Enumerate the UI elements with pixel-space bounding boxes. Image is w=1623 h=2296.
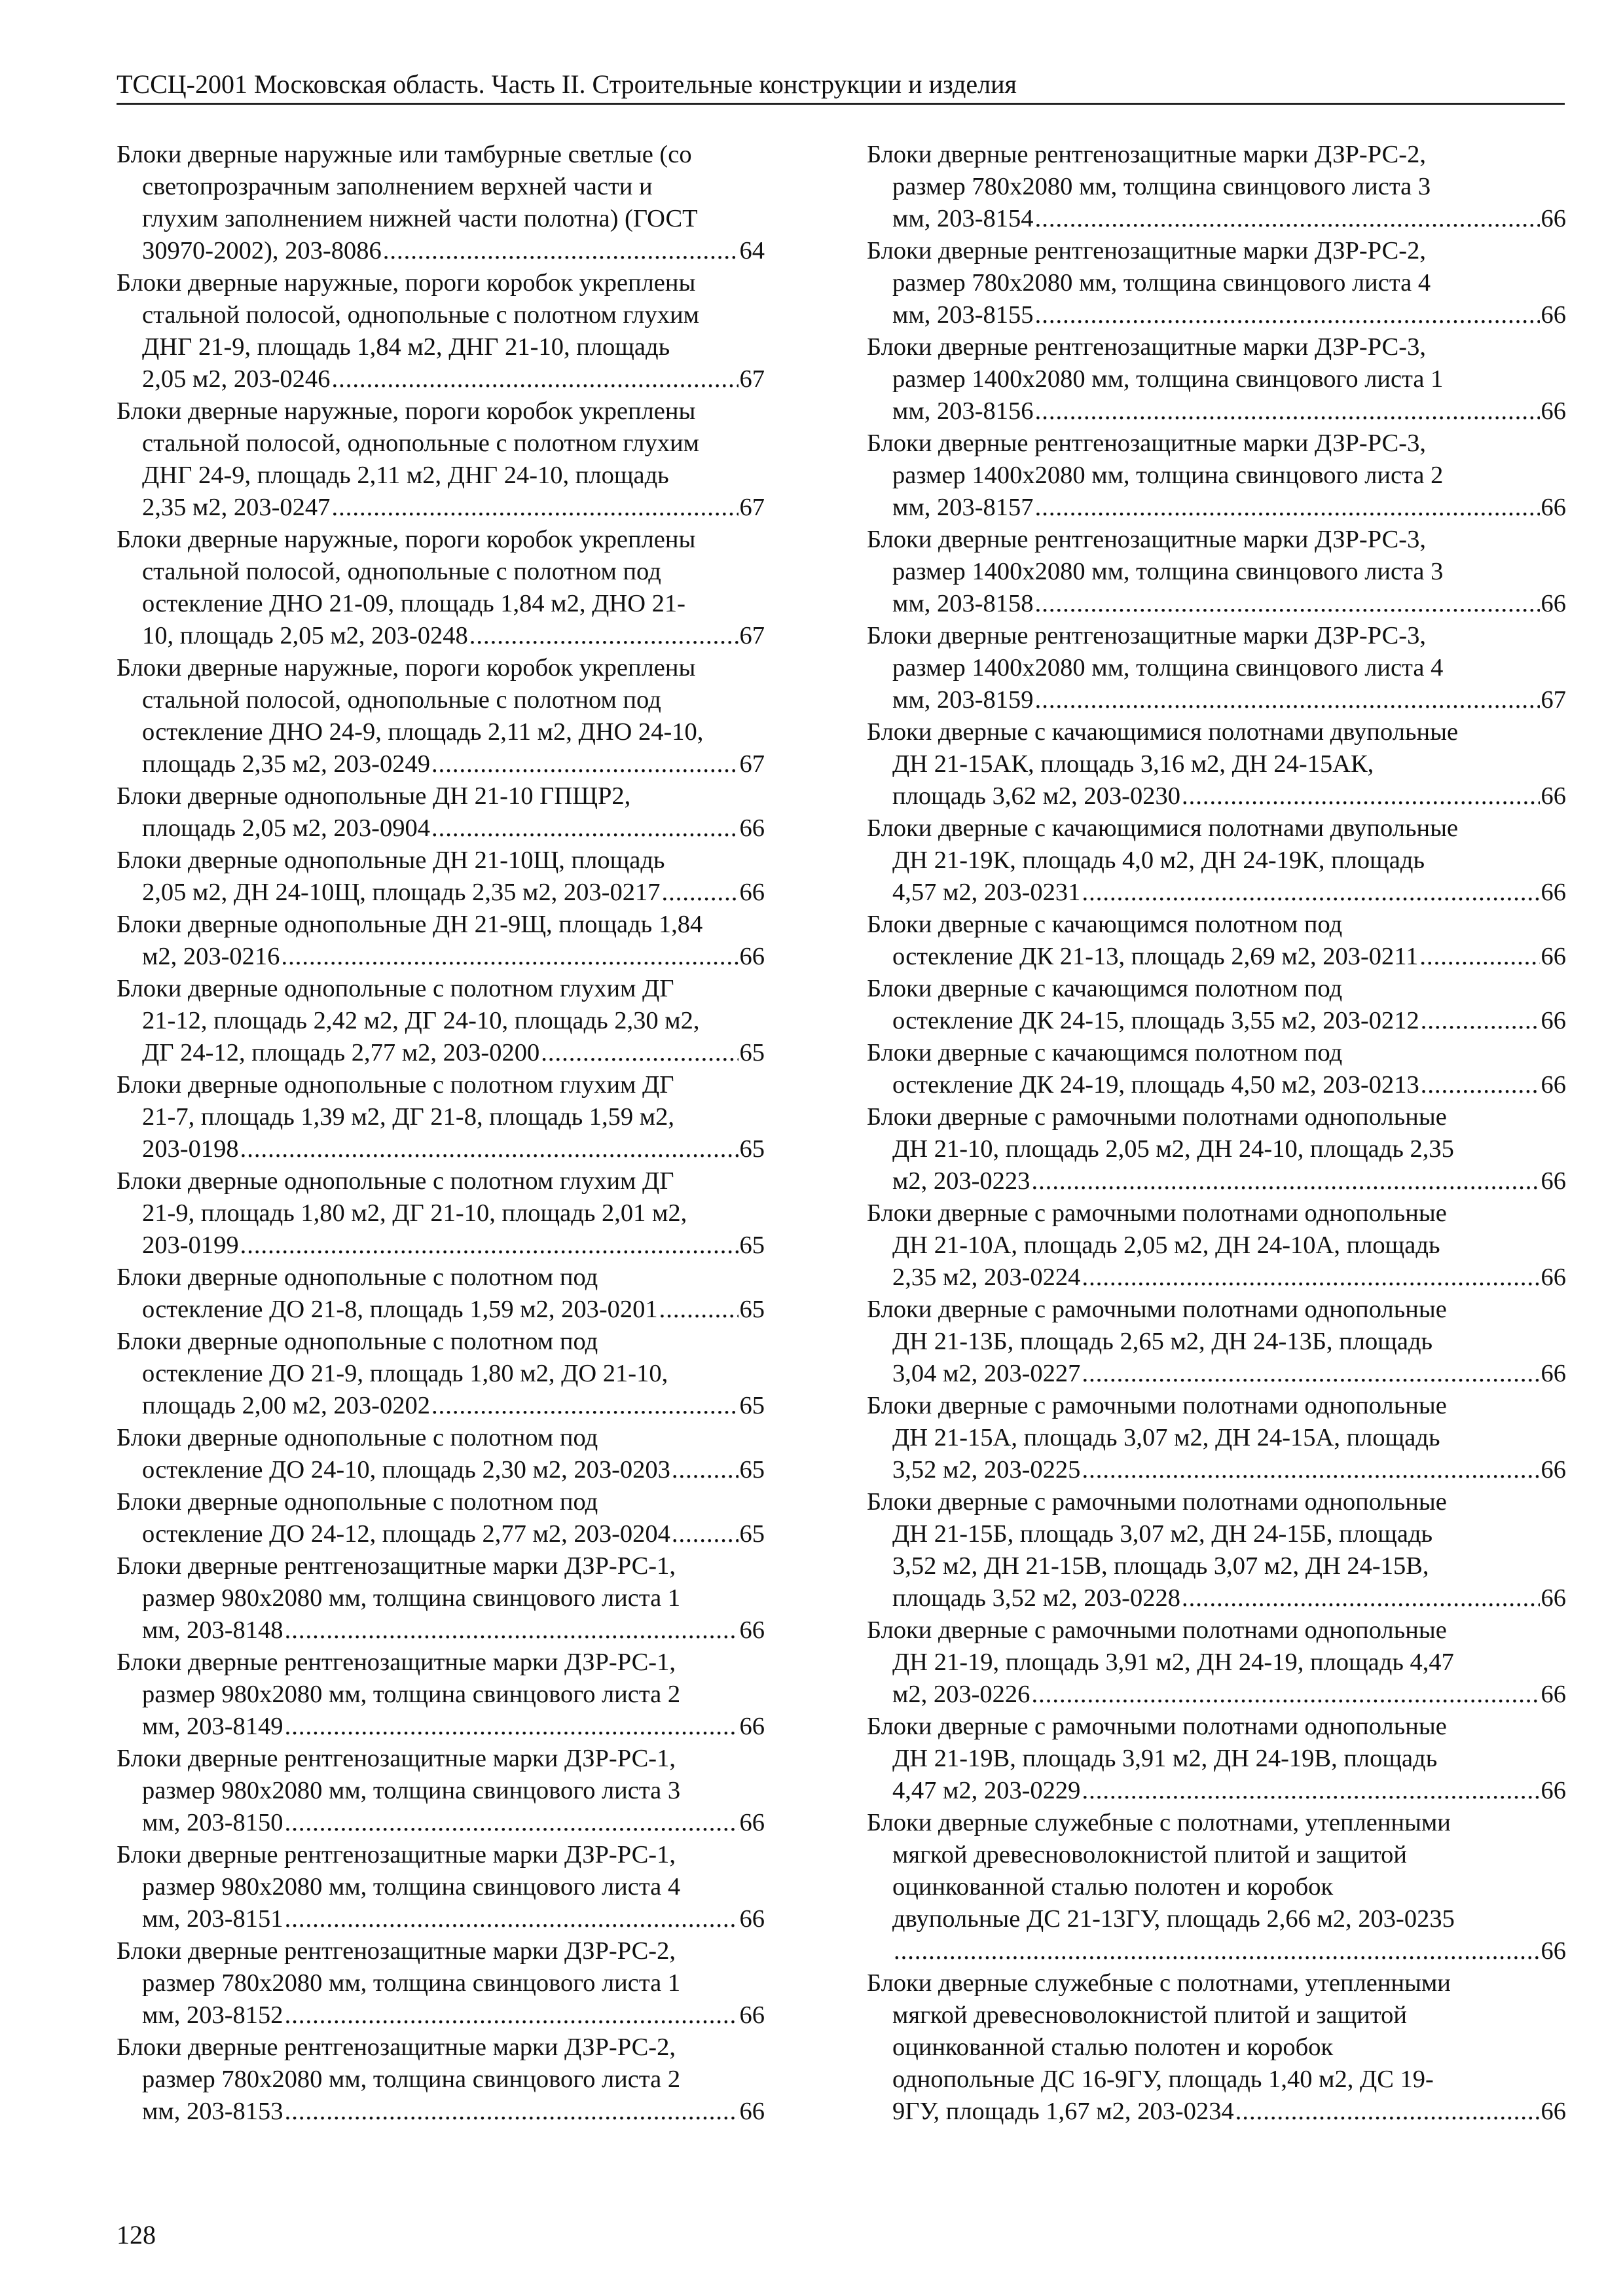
index-entry-line: мягкой древесноволокнистой плитой и защитой (892, 2001, 1408, 2029)
index-entry (867, 1807, 1566, 1967)
index-entry-page: 66 (739, 1809, 765, 1836)
index-entry-page: 66 (739, 1713, 765, 1740)
dot-leader (285, 1711, 739, 1743)
index-entry-line: Блоки дверные с качающимися полотнами двупольные (867, 814, 1459, 842)
index-entry (867, 909, 1566, 973)
index-entry-tail (142, 812, 765, 845)
index-entry-line: оцинкованной сталью полотен и коробок (892, 2033, 1334, 2061)
index-entry (867, 1197, 1566, 1294)
dot-leader (1035, 203, 1540, 235)
index-entry (117, 652, 765, 780)
index-entry-last-line: 2,35 м2, 203-0224 (892, 1264, 1081, 1291)
index-entry (867, 1967, 1566, 2128)
dot-leader (1182, 1582, 1539, 1614)
index-entry-tail (142, 1390, 765, 1422)
index-entry-tail (142, 1037, 765, 1069)
index-entry-page: 65 (739, 1135, 765, 1163)
index-entry-line: однопольные ДС 16-9ГУ, площадь 1,40 м2, ДС 19- (892, 2066, 1434, 2093)
page-number: 128 (117, 2220, 156, 2250)
index-entry-tail (892, 492, 1566, 524)
index-entry-line: Блоки дверные наружные, пороги коробок укреплены (117, 526, 696, 553)
index-entry-line: глухим заполнением нижней части полотна) (ГОСТ (142, 205, 698, 232)
dot-leader (1082, 877, 1539, 909)
index-entry (117, 1647, 765, 1743)
index-entry-line: двупольные ДС 21-13ГУ, площадь 2,66 м2, 203-0235 (892, 1905, 1455, 1933)
index-entry-last-line: остекление ДО 21-8, площадь 1,59 м2, 203-0201 (142, 1296, 658, 1323)
dot-leader (1035, 395, 1540, 428)
index-entry-last-line: 10, площадь 2,05 м2, 203-0248 (142, 622, 468, 649)
index-entry-line: Блоки дверные рентгенозащитные марки ДЗР-РС-3, (867, 429, 1426, 457)
index-entry-last-line: 9ГУ, площадь 1,67 м2, 203-0234 (892, 2098, 1234, 2125)
index-entry-tail (142, 1230, 765, 1262)
index-entry-line: ДН 21-10, площадь 2,05 м2, ДН 24-10, площадь 2,35 (892, 1135, 1454, 1163)
index-entry-line: 21-7, площадь 1,39 м2, ДГ 21-8, площадь 1,59 м2, (142, 1103, 675, 1131)
index-entry-last-line: мм, 203-8153 (142, 2098, 283, 2125)
index-entry-line: размер 780х2080 мм, толщина свинцового листа 3 (892, 173, 1431, 200)
index-entry-last-line: мм, 203-8154 (892, 205, 1034, 232)
index-entry (117, 845, 765, 909)
dot-leader (281, 941, 738, 973)
index-entry-line: Блоки дверные рентгенозащитные марки ДЗР-РС-1, (117, 1745, 676, 1772)
index-entry-page: 66 (1541, 879, 1566, 906)
index-entry-page: 67 (1541, 686, 1566, 714)
index-entry-page: 66 (739, 1905, 765, 1933)
index-entry-line: Блоки дверные служебные с полотнами, утепленными (867, 1809, 1451, 1836)
index-entry-line: Блоки дверные однопольные с полотном глухим ДГ (117, 975, 674, 1002)
dot-leader (285, 1807, 739, 1839)
index-entry (117, 267, 765, 395)
index-entry-page: 67 (739, 494, 765, 521)
index-entry-page: 66 (1541, 1777, 1566, 1804)
index-entry-line: размер 980х2080 мм, толщина свинцового листа 3 (142, 1777, 681, 1804)
index-entry-tail (892, 1775, 1566, 1807)
index-entry-page: 66 (1541, 590, 1566, 617)
index-entry-tail (142, 1807, 765, 1839)
index-entry-tail (892, 588, 1566, 620)
dot-leader (1031, 1165, 1539, 1197)
index-entry-last-line: площадь 2,35 м2, 203-0249 (142, 750, 431, 778)
index-entry-line: Блоки дверные служебные с полотнами, утепленными (867, 1969, 1451, 1997)
index-entry-line: ДН 21-15Б, площадь 3,07 м2, ДН 24-15Б, площадь (892, 1520, 1433, 1548)
index-entry (867, 428, 1566, 524)
index-entry (867, 1037, 1566, 1101)
index-entry-page: 67 (739, 365, 765, 393)
index-entry-page: 66 (739, 1616, 765, 1644)
index-entry (867, 1294, 1566, 1390)
index-entry-page: 66 (1541, 1264, 1566, 1291)
index-entry-line: Блоки дверные рентгенозащитные марки ДЗР-РС-1, (117, 1841, 676, 1868)
index-entry-last-line: мм, 203-8151 (142, 1905, 283, 1933)
dot-leader (1082, 1262, 1539, 1294)
index-entry-page: 66 (1541, 1937, 1566, 1965)
index-entry-last-line: 3,52 м2, 203-0225 (892, 1456, 1081, 1484)
index-entry-tail (142, 1999, 765, 2032)
dot-leader (894, 1935, 1540, 1967)
index-entry-line: размер 1400х2080 мм, толщина свинцового листа 2 (892, 462, 1444, 489)
index-entry-line: Блоки дверные однопольные ДН 21-10Щ, площадь (117, 847, 665, 874)
index-entry-tail (892, 780, 1566, 812)
index-entry (867, 1711, 1566, 1807)
index-entry-tail (142, 235, 765, 267)
dot-leader (383, 235, 739, 267)
index-entry (117, 524, 765, 652)
index-entry-tail (142, 1903, 765, 1935)
dot-leader (431, 812, 738, 845)
index-entry-tail (142, 492, 765, 524)
dot-leader (431, 1390, 738, 1422)
dot-leader (240, 1133, 739, 1165)
index-entry-line: ДНГ 21-9, площадь 1,84 м2, ДНГ 21-10, площадь (142, 333, 670, 361)
index-entry-line: Блоки дверные с рамочными полотнами однопольные (867, 1616, 1447, 1644)
dot-leader (1035, 588, 1540, 620)
dot-leader (1082, 1454, 1539, 1486)
index-entry (867, 716, 1566, 812)
index-entry-last-line: остекление ДО 24-12, площадь 2,77 м2, 203-0204 (142, 1520, 670, 1548)
dot-leader (431, 748, 738, 780)
index-entry-tail (892, 1165, 1566, 1197)
index-entry-line: стальной полосой, однопольные с полотном под (142, 558, 661, 585)
index-entry-last-line: мм, 203-8159 (892, 686, 1034, 714)
index-entry-page: 66 (1541, 1456, 1566, 1484)
index-entry-last-line: мм, 203-8150 (142, 1809, 283, 1836)
index-entry-page: 66 (1541, 1071, 1566, 1099)
dot-leader (469, 620, 739, 652)
index-entry (117, 1743, 765, 1839)
index-entry-page: 65 (739, 1231, 765, 1259)
index-entry-page: 66 (739, 2098, 765, 2125)
index-entry (867, 235, 1566, 331)
index-entry-line: Блоки дверные рентгенозащитные марки ДЗР-РС-3, (867, 622, 1426, 649)
index-entry-last-line: 2,05 м2, ДН 24-10Щ, площадь 2,35 м2, 203-0217 (142, 879, 661, 906)
index-entry-line: ДН 21-19, площадь 3,91 м2, ДН 24-19, площадь 4,47 (892, 1649, 1454, 1676)
dot-leader (285, 1999, 739, 2032)
index-entry (117, 1839, 765, 1935)
index-entry-line: ДНГ 24-9, площадь 2,11 м2, ДНГ 24-10, площадь (142, 462, 669, 489)
index-entry-line: 21-9, площадь 1,80 м2, ДГ 21-10, площадь 2,01 м2, (142, 1199, 687, 1227)
dot-leader (285, 2096, 739, 2128)
page-header: ТССЦ-2001 Московская область. Часть II. Строительные конструкции и изделия (117, 67, 1565, 105)
index-entry-tail (892, 203, 1566, 235)
dot-leader (1235, 2096, 1540, 2128)
dot-leader (285, 1903, 739, 1935)
index-entry-last-line: ДГ 24-12, площадь 2,77 м2, 203-0200 (142, 1039, 540, 1066)
index-entry-line: ДН 21-15А, площадь 3,07 м2, ДН 24-15А, площадь (892, 1424, 1440, 1451)
index-entry-last-line: мм, 203-8149 (142, 1713, 283, 1740)
index-entry-last-line: мм, 203-8157 (892, 494, 1034, 521)
index-entry-last-line: мм, 203-8152 (142, 2001, 283, 2029)
index-entry-line: Блоки дверные рентгенозащитные марки ДЗР-РС-1, (117, 1649, 676, 1676)
index-entry-tail (892, 1358, 1566, 1390)
dot-leader (1421, 1005, 1540, 1037)
index-entry-line: Блоки дверные с рамочными полотнами однопольные (867, 1392, 1447, 1419)
index-entry (117, 1326, 765, 1422)
dot-leader (1182, 780, 1539, 812)
index-entry-line: ДН 21-10А, площадь 2,05 м2, ДН 24-10А, площадь (892, 1231, 1440, 1259)
index-entry-tail (142, 1518, 765, 1550)
index-entry-last-line: остекление ДК 24-19, площадь 4,50 м2, 203-0213 (892, 1071, 1419, 1099)
index-entry-page: 65 (739, 1520, 765, 1548)
index-entry-line: Блоки дверные рентгенозащитные марки ДЗР-РС-1, (117, 1552, 676, 1580)
index-entry-tail (142, 1454, 765, 1486)
index-entry (867, 1486, 1566, 1614)
index-entry-tail (892, 941, 1566, 973)
index-entry-line: остекление ДНО 24-9, площадь 2,11 м2, ДНО 24-10, (142, 718, 704, 746)
index-entry-tail (892, 1935, 1566, 1967)
index-entry-last-line: 203-0198 (142, 1135, 239, 1163)
index-entry (117, 2032, 765, 2128)
index-entry-line: мягкой древесноволокнистой плитой и защитой (892, 1841, 1408, 1868)
index-entry-line: остекление ДНО 21-09, площадь 1,84 м2, ДНО 21- (142, 590, 685, 617)
index-entry-page: 66 (739, 879, 765, 906)
index-entry-line: размер 980х2080 мм, толщина свинцового листа 1 (142, 1584, 681, 1612)
index-entry-last-line: площадь 2,00 м2, 203-0202 (142, 1392, 431, 1419)
index-entry (867, 1390, 1566, 1486)
index-entry-page: 64 (739, 237, 765, 264)
index-entry-tail (142, 1294, 765, 1326)
index-entry-line: Блоки дверные наружные, пороги коробок укреплены (117, 397, 696, 425)
index-entry-last-line: мм, 203-8155 (892, 301, 1034, 329)
index-entry (867, 973, 1566, 1037)
index-entry-line: Блоки дверные с качающимся полотном под (867, 911, 1343, 938)
index-entry-page: 66 (1541, 397, 1566, 425)
index-entry-line: размер 1400х2080 мм, толщина свинцового листа 1 (892, 365, 1444, 393)
dot-leader (672, 1518, 739, 1550)
dot-leader (1419, 941, 1539, 973)
index-entry-page: 66 (1541, 943, 1566, 970)
dot-leader (285, 1614, 739, 1647)
index-entry-line: оцинкованной сталью полотен и коробок (892, 1873, 1334, 1901)
index-entry-page: 65 (739, 1456, 765, 1484)
index-entry-last-line: м2, 203-0223 (892, 1167, 1030, 1195)
index-entry-tail (142, 2096, 765, 2128)
dot-leader (661, 877, 738, 909)
index-entry-page: 67 (739, 750, 765, 778)
index-entry-tail (142, 748, 765, 780)
index-entry-line: ДН 21-13Б, площадь 2,65 м2, ДН 24-13Б, площадь (892, 1328, 1433, 1355)
index-entry-line: Блоки дверные однопольные ДН 21-10 ГПЩР2, (117, 782, 631, 810)
dot-leader (1082, 1775, 1539, 1807)
index-entry-tail (142, 620, 765, 652)
dot-leader (331, 363, 738, 395)
dot-leader (1421, 1069, 1540, 1101)
index-entry-line: размер 1400х2080 мм, толщина свинцового листа 3 (892, 558, 1444, 585)
index-entry-tail (142, 1614, 765, 1647)
index-entry-line: Блоки дверные наружные, пороги коробок укреплены (117, 269, 696, 297)
index-entry-page: 66 (1541, 1007, 1566, 1034)
index-entry (867, 331, 1566, 428)
index-entry-page: 66 (739, 943, 765, 970)
index-entry-last-line: мм, 203-8156 (892, 397, 1034, 425)
index-entry-page: 66 (1541, 205, 1566, 232)
index-entry-line: Блоки дверные рентгенозащитные марки ДЗР-РС-2, (117, 2033, 676, 2061)
index-entry-line: 3,52 м2, ДН 21-15В, площадь 3,07 м2, ДН 24-15В, (892, 1552, 1429, 1580)
index-entry-last-line: м2, 203-0216 (142, 943, 280, 970)
index-entry-line: стальной полосой, однопольные с полотном глухим (142, 301, 699, 329)
index-entry (117, 139, 765, 267)
index-entry-last-line: м2, 203-0226 (892, 1681, 1030, 1708)
index-entry (117, 973, 765, 1069)
index-entry (117, 909, 765, 973)
index-entry (117, 1422, 765, 1486)
index-entry-page: 65 (739, 1296, 765, 1323)
dot-leader (240, 1230, 739, 1262)
index-entry-line: Блоки дверные однопольные с полотном под (117, 1264, 598, 1291)
index-entry (117, 1165, 765, 1262)
index-entry-line: остекление ДО 21-9, площадь 1,80 м2, ДО 21-10, (142, 1360, 668, 1387)
index-entry (117, 780, 765, 845)
index-entry-line: Блоки дверные рентгенозащитные марки ДЗР-РС-2, (117, 1937, 676, 1965)
index-entry-last-line: 3,04 м2, 203-0227 (892, 1360, 1081, 1387)
index-entry-tail (142, 1711, 765, 1743)
index-entry-line: Блоки дверные с рамочными полотнами однопольные (867, 1713, 1447, 1740)
index-entry-page: 66 (1541, 2098, 1566, 2125)
index-entry-last-line: остекление ДК 21-13, площадь 2,69 м2, 203-0211 (892, 943, 1419, 970)
index-entry-line: Блоки дверные однопольные с полотном под (117, 1328, 598, 1355)
index-entry-line: Блоки дверные с рамочными полотнами однопольные (867, 1103, 1447, 1131)
index-entry (117, 395, 765, 524)
dot-leader (331, 492, 738, 524)
index-entry-line: стальной полосой, однопольные с полотном под (142, 686, 661, 714)
index-entry-page: 66 (1541, 1167, 1566, 1195)
index-entry (867, 1101, 1566, 1197)
index-entry-line: размер 980х2080 мм, толщина свинцового листа 2 (142, 1681, 681, 1708)
index-entry (867, 139, 1566, 235)
dot-leader (672, 1454, 739, 1486)
index-entry-line: размер 780х2080 мм, толщина свинцового листа 2 (142, 2066, 681, 2093)
index-entry-line: Блоки дверные однопольные с полотном под (117, 1424, 598, 1451)
index-entry-page: 66 (1541, 782, 1566, 810)
dot-leader (1035, 492, 1540, 524)
index-entry-line: Блоки дверные наружные, пороги коробок укреплены (117, 654, 696, 682)
index-column-right (867, 139, 1566, 2128)
index-entry-tail (892, 299, 1566, 331)
dot-leader (1035, 299, 1540, 331)
index-entry-tail (892, 877, 1566, 909)
index-entry (867, 1614, 1566, 1711)
index-entry-line: стальной полосой, однопольные с полотном глухим (142, 429, 699, 457)
index-entry-line: Блоки дверные наружные или тамбурные светлые (со (117, 141, 692, 168)
dot-leader (1035, 684, 1540, 716)
index-entry (117, 1069, 765, 1165)
index-entry-page: 65 (739, 1392, 765, 1419)
index-entry-page: 67 (739, 622, 765, 649)
index-entry (867, 812, 1566, 909)
index-entry-tail (892, 2096, 1566, 2128)
index-entry-page: 66 (1541, 1681, 1566, 1708)
index-entry-tail (892, 395, 1566, 428)
dot-leader (1082, 1358, 1539, 1390)
index-entry-last-line: 4,47 м2, 203-0229 (892, 1777, 1081, 1804)
index-entry-line: размер 780х2080 мм, толщина свинцового листа 4 (892, 269, 1431, 297)
index-entry-line: ДН 21-19В, площадь 3,91 м2, ДН 24-19В, площадь (892, 1745, 1438, 1772)
index-entry-last-line: 30970-2002), 203-8086 (142, 237, 382, 264)
index-entry (117, 1935, 765, 2032)
index-entry-last-line: 2,35 м2, 203-0247 (142, 494, 331, 521)
index-entry-page: 66 (1541, 1584, 1566, 1612)
index-entry-line: Блоки дверные рентгенозащитные марки ДЗР-РС-2, (867, 237, 1426, 264)
index-entry-last-line: площадь 3,52 м2, 203-0228 (892, 1584, 1181, 1612)
index-entry-line: Блоки дверные с качающимся полотном под (867, 1039, 1343, 1066)
index-entry-last-line: мм, 203-8148 (142, 1616, 283, 1644)
dot-leader (659, 1294, 739, 1326)
index-entry-last-line: остекление ДК 24-15, площадь 3,55 м2, 203-0212 (892, 1007, 1419, 1034)
index-entry-tail (142, 877, 765, 909)
index-entry-tail (142, 1133, 765, 1165)
index-entry-line: Блоки дверные однопольные с полотном глухим ДГ (117, 1167, 674, 1195)
index-entry-last-line: остекление ДО 24-10, площадь 2,30 м2, 203-0203 (142, 1456, 670, 1484)
index-entry-tail (892, 1582, 1566, 1614)
index-entry-page: 66 (739, 2001, 765, 2029)
index-entry (867, 620, 1566, 716)
index-entry-line: 21-12, площадь 2,42 м2, ДГ 24-10, площадь 2,30 м2, (142, 1007, 700, 1034)
index-entry-line: Блоки дверные с качающимися полотнами двупольные (867, 718, 1459, 746)
index-entry-line: Блоки дверные с рамочными полотнами однопольные (867, 1488, 1447, 1516)
index-entry-line: Блоки дверные рентгенозащитные марки ДЗР-РС-2, (867, 141, 1426, 168)
index-entry-last-line: 4,57 м2, 203-0231 (892, 879, 1081, 906)
index-entry-last-line: мм, 203-8158 (892, 590, 1034, 617)
index-entry-line: Блоки дверные однопольные ДН 21-9Щ, площадь 1,84 (117, 911, 703, 938)
index-entry-line: размер 780х2080 мм, толщина свинцового листа 1 (142, 1969, 681, 1997)
index-entry-line: Блоки дверные однопольные с полотном глухим ДГ (117, 1071, 674, 1099)
index-entry-line: Блоки дверные с рамочными полотнами однопольные (867, 1199, 1447, 1227)
index-entry-line: светопрозрачным заполнением верхней части и (142, 173, 653, 200)
index-entry-page: 66 (1541, 301, 1566, 329)
index-entry (117, 1486, 765, 1550)
index-entry-line: размер 980х2080 мм, толщина свинцового листа 4 (142, 1873, 681, 1901)
index-entry-page: 66 (1541, 494, 1566, 521)
index-entry-page: 65 (739, 1039, 765, 1066)
index-entry-line: Блоки дверные однопольные с полотном под (117, 1488, 598, 1516)
index-entry-tail (892, 1069, 1566, 1101)
index-entry (867, 524, 1566, 620)
index-entry-tail (892, 684, 1566, 716)
dot-leader (541, 1037, 738, 1069)
index-column-left (117, 139, 765, 2128)
index-entry-line: ДН 21-19К, площадь 4,0 м2, ДН 24-19К, площадь (892, 847, 1425, 874)
index-entry-last-line: площадь 3,62 м2, 203-0230 (892, 782, 1181, 810)
index-entry-line: Блоки дверные рентгенозащитные марки ДЗР-РС-3, (867, 333, 1426, 361)
index-entry-tail (892, 1005, 1566, 1037)
index-entry-line: Блоки дверные рентгенозащитные марки ДЗР-РС-3, (867, 526, 1426, 553)
index-entry-last-line: 2,05 м2, 203-0246 (142, 365, 331, 393)
index-entry-tail (892, 1454, 1566, 1486)
index-entry-line: ДН 21-15АК, площадь 3,16 м2, ДН 24-15АК, (892, 750, 1374, 778)
index-entry-tail (142, 363, 765, 395)
index-entry-tail (142, 941, 765, 973)
dot-leader (1031, 1679, 1539, 1711)
index-entry-line: размер 1400х2080 мм, толщина свинцового листа 4 (892, 654, 1444, 682)
index-entry-tail (892, 1679, 1566, 1711)
index-entry-last-line: 203-0199 (142, 1231, 239, 1259)
index-entry (117, 1550, 765, 1647)
index-entry-page: 66 (1541, 1360, 1566, 1387)
index-entry-tail (892, 1262, 1566, 1294)
index-entry-last-line: площадь 2,05 м2, 203-0904 (142, 814, 431, 842)
index-entry-page: 66 (739, 814, 765, 842)
index-entry-line: Блоки дверные с качающимся полотном под (867, 975, 1343, 1002)
index-entry (117, 1262, 765, 1326)
index-entry-line: Блоки дверные с рамочными полотнами однопольные (867, 1296, 1447, 1323)
